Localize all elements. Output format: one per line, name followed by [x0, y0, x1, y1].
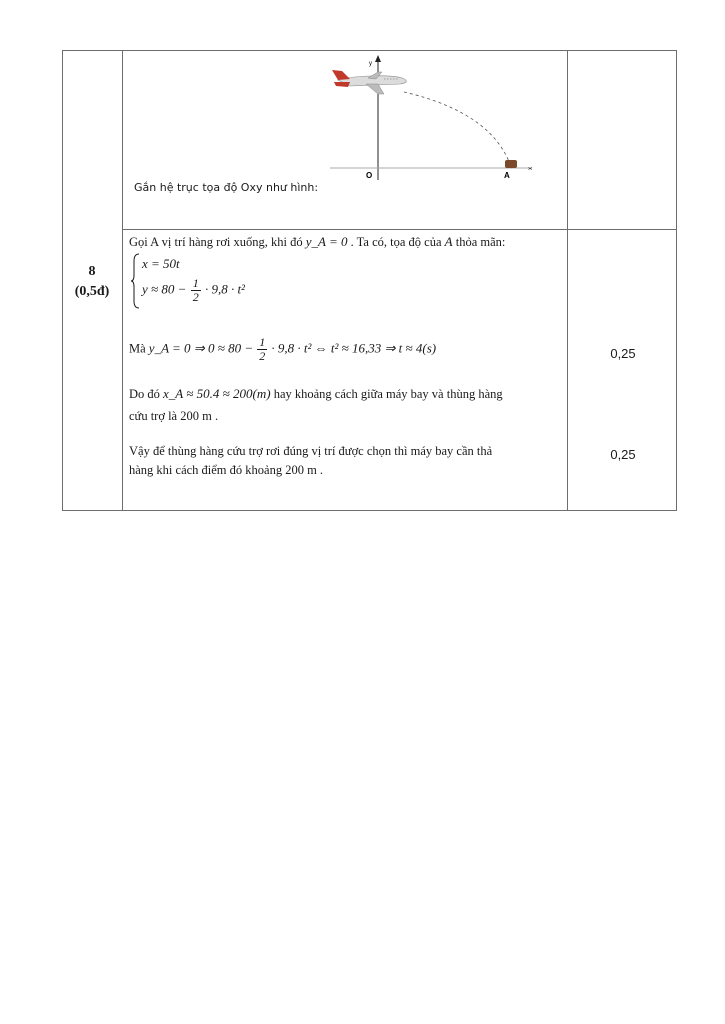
airplane-icon	[332, 70, 406, 94]
system-equation-x: x = 50t	[142, 256, 180, 271]
score-1: 0,25	[610, 346, 636, 361]
system-brace-icon	[131, 253, 141, 309]
solution-line-1-end: thỏa mãn:	[455, 235, 506, 249]
solution-line-3-math: x_A ≈ 50.4 ≈ 200(m)	[163, 386, 271, 401]
table-border-bottom	[62, 510, 677, 511]
solution-line-1	[129, 233, 505, 251]
solution-line-2	[129, 336, 436, 363]
score-2: 0,25	[610, 447, 636, 462]
question-number: 8	[88, 264, 96, 279]
y-axis-label: y	[369, 61, 372, 67]
solution-line-1-text: Gọi A vị trí hàng rơi xuống, khi đó	[129, 235, 303, 249]
table-border-top	[62, 50, 677, 51]
solution-line-4: cứu trợ là 200 m .	[129, 409, 219, 423]
y-axis-arrow-icon	[375, 55, 381, 62]
half-fraction	[191, 277, 201, 304]
fraction-2-denominator: 2	[259, 349, 266, 363]
solution-line-3-tail: hay khoảng cách giữa máy bay và thùng hàng	[273, 387, 503, 401]
solution-line-2-a: y_A = 0 ⇒ 0 ≈ 80 −	[148, 340, 254, 356]
fraction-denominator: 2	[192, 290, 199, 304]
solution-line-1-a: A	[444, 234, 453, 249]
row-divider	[122, 229, 677, 230]
column-divider-2	[567, 50, 568, 511]
trajectory-figure	[320, 52, 542, 182]
solution-line-6: hàng khi cách điểm đó khoảng 200 m .	[129, 463, 324, 477]
half-fraction-2	[257, 336, 267, 363]
x-axis-label: x	[528, 167, 534, 170]
drop-trajectory	[404, 92, 510, 164]
solution-line-5: Vậy để thùng hàng cứu trợ rơi đúng vị trí được chọn thì máy bay cần thả	[129, 444, 493, 458]
system-equation-y-left: y ≈ 80 −	[142, 281, 187, 297]
solution-line-1-math: y_A = 0	[305, 234, 348, 249]
package-icon	[505, 160, 517, 168]
solution-line-3	[129, 385, 503, 403]
fraction-2-numerator: 1	[259, 335, 266, 349]
table-border-right	[676, 50, 677, 511]
solution-line-3-prefix: Do đó	[129, 387, 160, 401]
solution-line-1-tail: . Ta có, tọa độ của	[350, 235, 442, 249]
system-equation-y	[142, 277, 245, 304]
grading-table	[62, 50, 677, 511]
column-divider-1	[122, 50, 123, 511]
question-points: (0,5đ)	[74, 284, 110, 299]
point-a-label: A	[504, 171, 510, 180]
origin-label: O	[366, 171, 373, 180]
fraction-numerator: 1	[192, 276, 199, 290]
system-equation-y-right: · 9,8 · t²	[204, 281, 245, 297]
solution-line-2-b: · 9,8 · t² ⇔ t² ≈ 16,33 ⇒ t ≈ 4(s)	[271, 340, 437, 356]
solution-line-2-prefix: Mà	[129, 341, 146, 356]
figure-intro-text: Gắn hệ trục tọa độ Oxy như hình:	[134, 181, 319, 194]
